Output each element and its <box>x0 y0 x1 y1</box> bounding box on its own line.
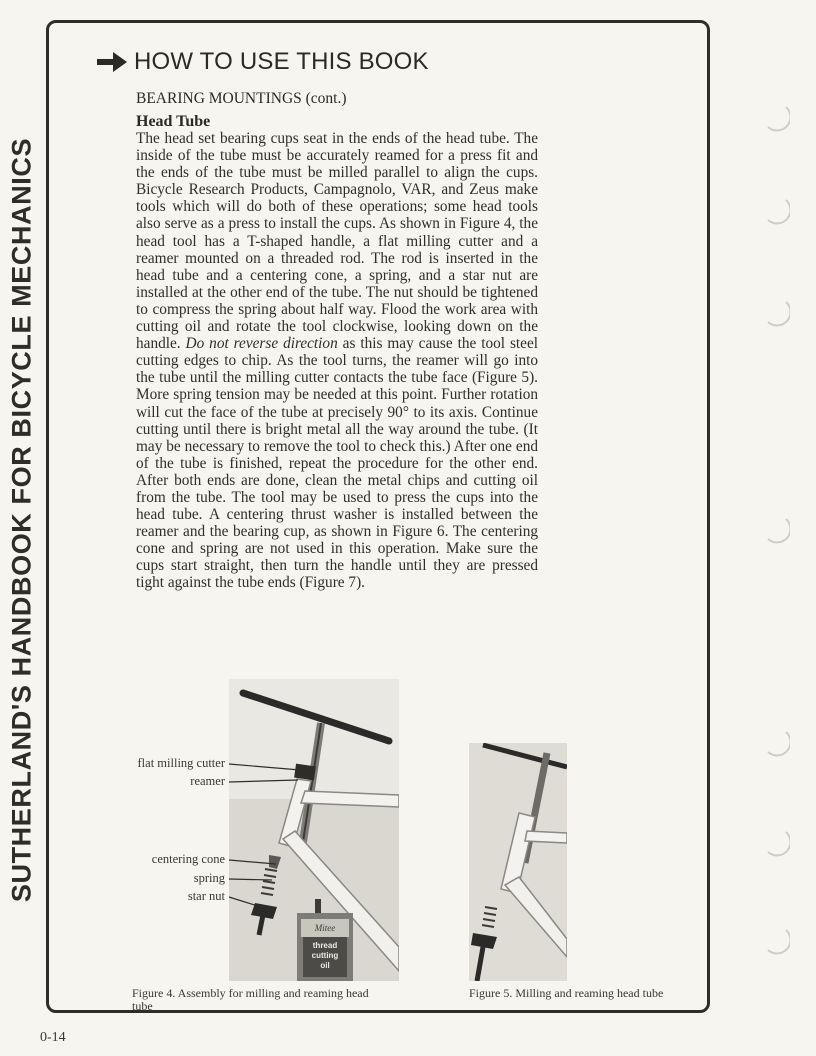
binder-hole-icon <box>764 196 790 226</box>
section-header <box>96 48 429 76</box>
body-text-italic: Do not reverse direction <box>185 335 338 353</box>
figure-4-photo <box>229 679 399 981</box>
side-title-text: SUTHERLAND'S HANDBOOK FOR BICYCLE MECHANICS <box>6 137 37 903</box>
callout-spring: spring <box>193 871 225 885</box>
section-title: Head Tube <box>136 113 211 130</box>
page-number: 0-14 <box>40 1030 66 1045</box>
binder-hole-icon <box>764 828 790 858</box>
body-text-part-2: as this may cause the tool steel cutting edges to chip. As the tool turns, the reamer will go into the tube until the milling cutter contacts the tube face (Figure 5). More spring tension may be needed at this point. Further rotation will cut the face of the tube at precisely 90° to its axis. Continue cutting until there is bright metal all the way around the tube. (It may be necessary to remove the tool to check this.) After one end of the tube is finished, repeat the procedure for the other end. After both ends are done, clean the metal chips and cutting oil from the tube. The tool may be used to press the cups into the head tube. A centering thrust washer is installed between the reamer and the bearing cup, as shown in Figure 6. The centering cone and spring are not used in this operation. Make sure the cups start straight, then turn the handle until they are pressed tight against the tube ends (Figure 7). <box>136 335 538 592</box>
side-title <box>0 0 40 1056</box>
binder-hole-icon <box>764 926 790 956</box>
callout-star-nut: star nut <box>187 889 225 903</box>
binder-hole-icon <box>764 728 790 758</box>
callout-centering-cone: centering cone <box>151 852 225 866</box>
can-label-line-2: cutting <box>311 951 339 960</box>
body-paragraph <box>136 130 538 592</box>
callout-flat-milling-cutter: flat milling cutter <box>137 756 225 770</box>
figure-5-caption: Figure 5. Milling and reaming head tube <box>469 986 664 1000</box>
page-title: HOW TO USE THIS BOOK <box>134 48 429 75</box>
binder-hole-icon <box>764 298 790 328</box>
binder-hole-icon <box>764 515 790 545</box>
can-label-line-3: oil <box>320 961 330 970</box>
figure-4-caption: Figure 4. Assembly for milling and reaming head tube <box>132 986 369 1013</box>
callout-reamer: reamer <box>190 774 225 788</box>
figure-5-photo <box>469 743 567 981</box>
body-text <box>136 130 538 592</box>
right-arrow-icon <box>96 51 128 73</box>
can-brand-label: Mitee <box>314 923 336 933</box>
can-label-line-1: thread <box>312 941 338 950</box>
body-text-part-1: The head set bearing cups seat in the ends of the head tube. The inside of the tube must be accurately reamed for a press fit and the ends of the tube must be milled parallel to align the cups. Bicycle Research Products, Campagnolo, VAR, and Zeus make tools which will do both of these operations; some head tools also serve as a press to install the cups. As shown in Figure 4, the head tool has a T-shaped handle, a flat milling cutter and a reamer mounted on a threaded rod. The rod is inserted in the head tube and a centering cone, a spring, and a star nut are installed at the other end of the tube. The nut should be tightened to compress the spring about half way. Flood the work area with cutting oil and rotate the tool clockwise, looking down on the handle. <box>136 130 538 353</box>
subheading: BEARING MOUNTINGS (cont.) <box>136 90 347 107</box>
binder-hole-icon <box>764 103 790 133</box>
